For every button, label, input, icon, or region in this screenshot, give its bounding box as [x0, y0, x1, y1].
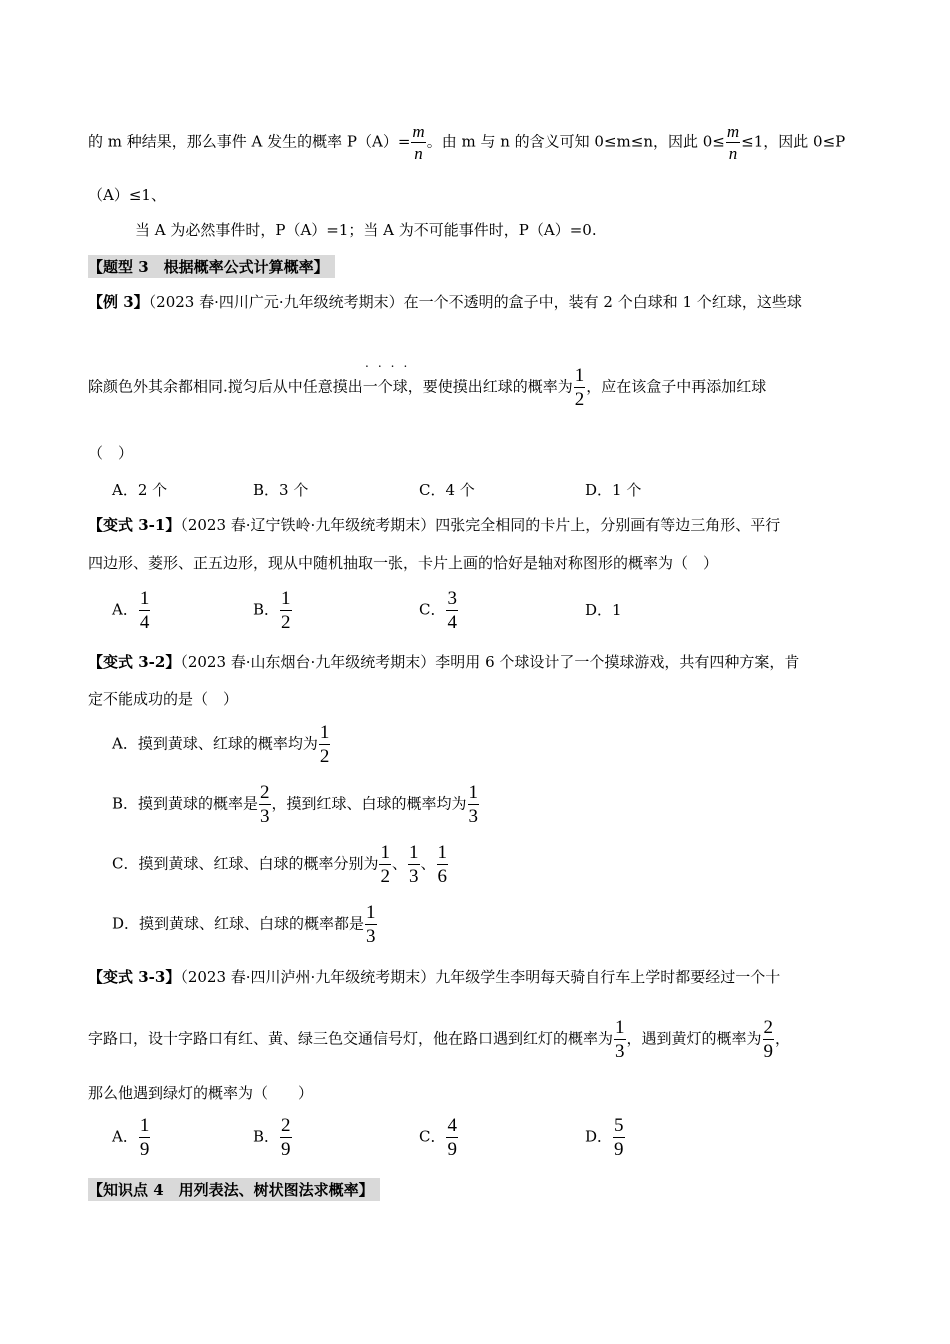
variant-3-1-line-2: 四边形、菱形、正五边形，现从中随机抽取一张，卡片上画的恰好是轴对称图形的概率为（ ） — [88, 554, 719, 572]
example-3-line-1: 【例 3】（2023 春·四川广元·九年级统考期末）在一个不透明的盒子中，装有 2 个白球和 1 个红球，这些球 — [88, 293, 802, 311]
variant-3-1-tag: 【变式 3-1】 — [88, 516, 181, 534]
emphasis-dots: .... — [365, 356, 417, 370]
example-3-option-c: C．4 个 — [419, 481, 475, 499]
intro-line-1 — [88, 123, 845, 162]
variant-3-2-option-c: C．摸到黄球、红球、白球的概率分别为 $\frac{1}{2}$ 、 $\frac{1}{3}$ 、 $\frac{1}{6}$ — [112, 842, 448, 887]
example-3-line-2: 除颜色外其余都相同.搅匀后从中任意摸出一个球，要使摸出红球的概率为 $\frac{1}{2}$ ，应在该盒子中再添加红球 — [88, 365, 767, 410]
fraction-m-over-n: $\frac{m}{n}$ — [412, 122, 425, 163]
intro-line-2: （A）≤1、 — [88, 186, 166, 204]
intro-line-3: 当 A 为必然事件时，P（A）=1；当 A 为不可能事件时，P（A）=0. — [135, 221, 597, 239]
variant-3-3-option-a: A． $\frac{1}{9}$ — [112, 1115, 150, 1160]
intro-text-c: ≤1，因此 0≤P — [741, 132, 846, 151]
variant-3-1-option-a: A． $\frac{1}{4}$ — [112, 588, 150, 633]
fraction-one-half: $\frac{1}{2}$ — [574, 365, 585, 410]
variant-3-3-line-1: 【变式 3-3】（2023 春·四川泸州·九年级统考期末）九年级学生李明每天骑自行车上学时都要经过一个十 — [88, 968, 781, 986]
variant-3-3-option-b: B． $\frac{2}{9}$ — [253, 1115, 291, 1160]
example-3-option-b: B．3 个 — [253, 481, 309, 499]
intro-text-b: 。由 m 与 n 的含义可知 0≤m≤n，因此 0≤ — [426, 132, 725, 151]
variant-3-1-option-d: D．1 — [585, 601, 622, 619]
variant-3-1-option-b: B． $\frac{1}{2}$ — [253, 588, 291, 633]
variant-3-2-option-b: B．摸到黄球的概率是 $\frac{2}{3}$ ，摸到红球、白球的概率均为 $\frac{1}{3}$ — [112, 782, 479, 827]
variant-3-2-option-a: A．摸到黄球、红球的概率均为 $\frac{1}{2}$ — [112, 722, 330, 767]
variant-3-2-option-d: D．摸到黄球、红球、白球的概率都是 $\frac{1}{3}$ — [112, 902, 376, 947]
section-heading-3: 【题型 3 根据概率公式计算概率】 — [88, 255, 335, 278]
variant-3-2-tag: 【变式 3-2】 — [88, 653, 181, 671]
example-3-option-d: D．1 个 — [585, 481, 642, 499]
variant-3-3-tag: 【变式 3-3】 — [88, 968, 181, 986]
fraction-m-over-n-2: $\frac{m}{n}$ — [726, 122, 740, 163]
variant-3-1-line-1: 【变式 3-1】（2023 春·辽宁铁岭·九年级统考期末）四张完全相同的卡片上，分别画有等边三角形、平行 — [88, 516, 781, 534]
variant-3-3-option-c: C． $\frac{4}{9}$ — [419, 1115, 457, 1160]
example-3-answer-paren: （ ） — [88, 444, 134, 462]
variant-3-3-line-3: 那么他遇到绿灯的概率为（ ） — [88, 1084, 314, 1102]
example-3-tag: 【例 3】 — [88, 293, 149, 311]
variant-3-1-option-c: C． $\frac{3}{4}$ — [419, 588, 457, 633]
section-heading-4: 【知识点 4 用列表法、树状图法求概率】 — [88, 1178, 380, 1201]
variant-3-3-option-d: D． $\frac{5}{9}$ — [585, 1115, 624, 1160]
example-3-option-a: A．2 个 — [112, 481, 168, 499]
intro-text-a: 的 m 种结果，那么事件 A 发生的概率 P（A）= — [88, 132, 411, 151]
variant-3-3-line-2: 字路口，设十字路口有红、黄、绿三色交通信号灯，他在路口遇到红灯的概率为 $\frac{1}{3}$ ，遇到黄灯的概率为 $\frac{2}{9}$ ， — [88, 1017, 791, 1062]
variant-3-2-line-1: 【变式 3-2】（2023 春·山东烟台·九年级统考期末）李明用 6 个球设计了一个摸球游戏，共有四种方案，肯 — [88, 653, 800, 671]
variant-3-2-line-2: 定不能成功的是（ ） — [88, 690, 239, 708]
